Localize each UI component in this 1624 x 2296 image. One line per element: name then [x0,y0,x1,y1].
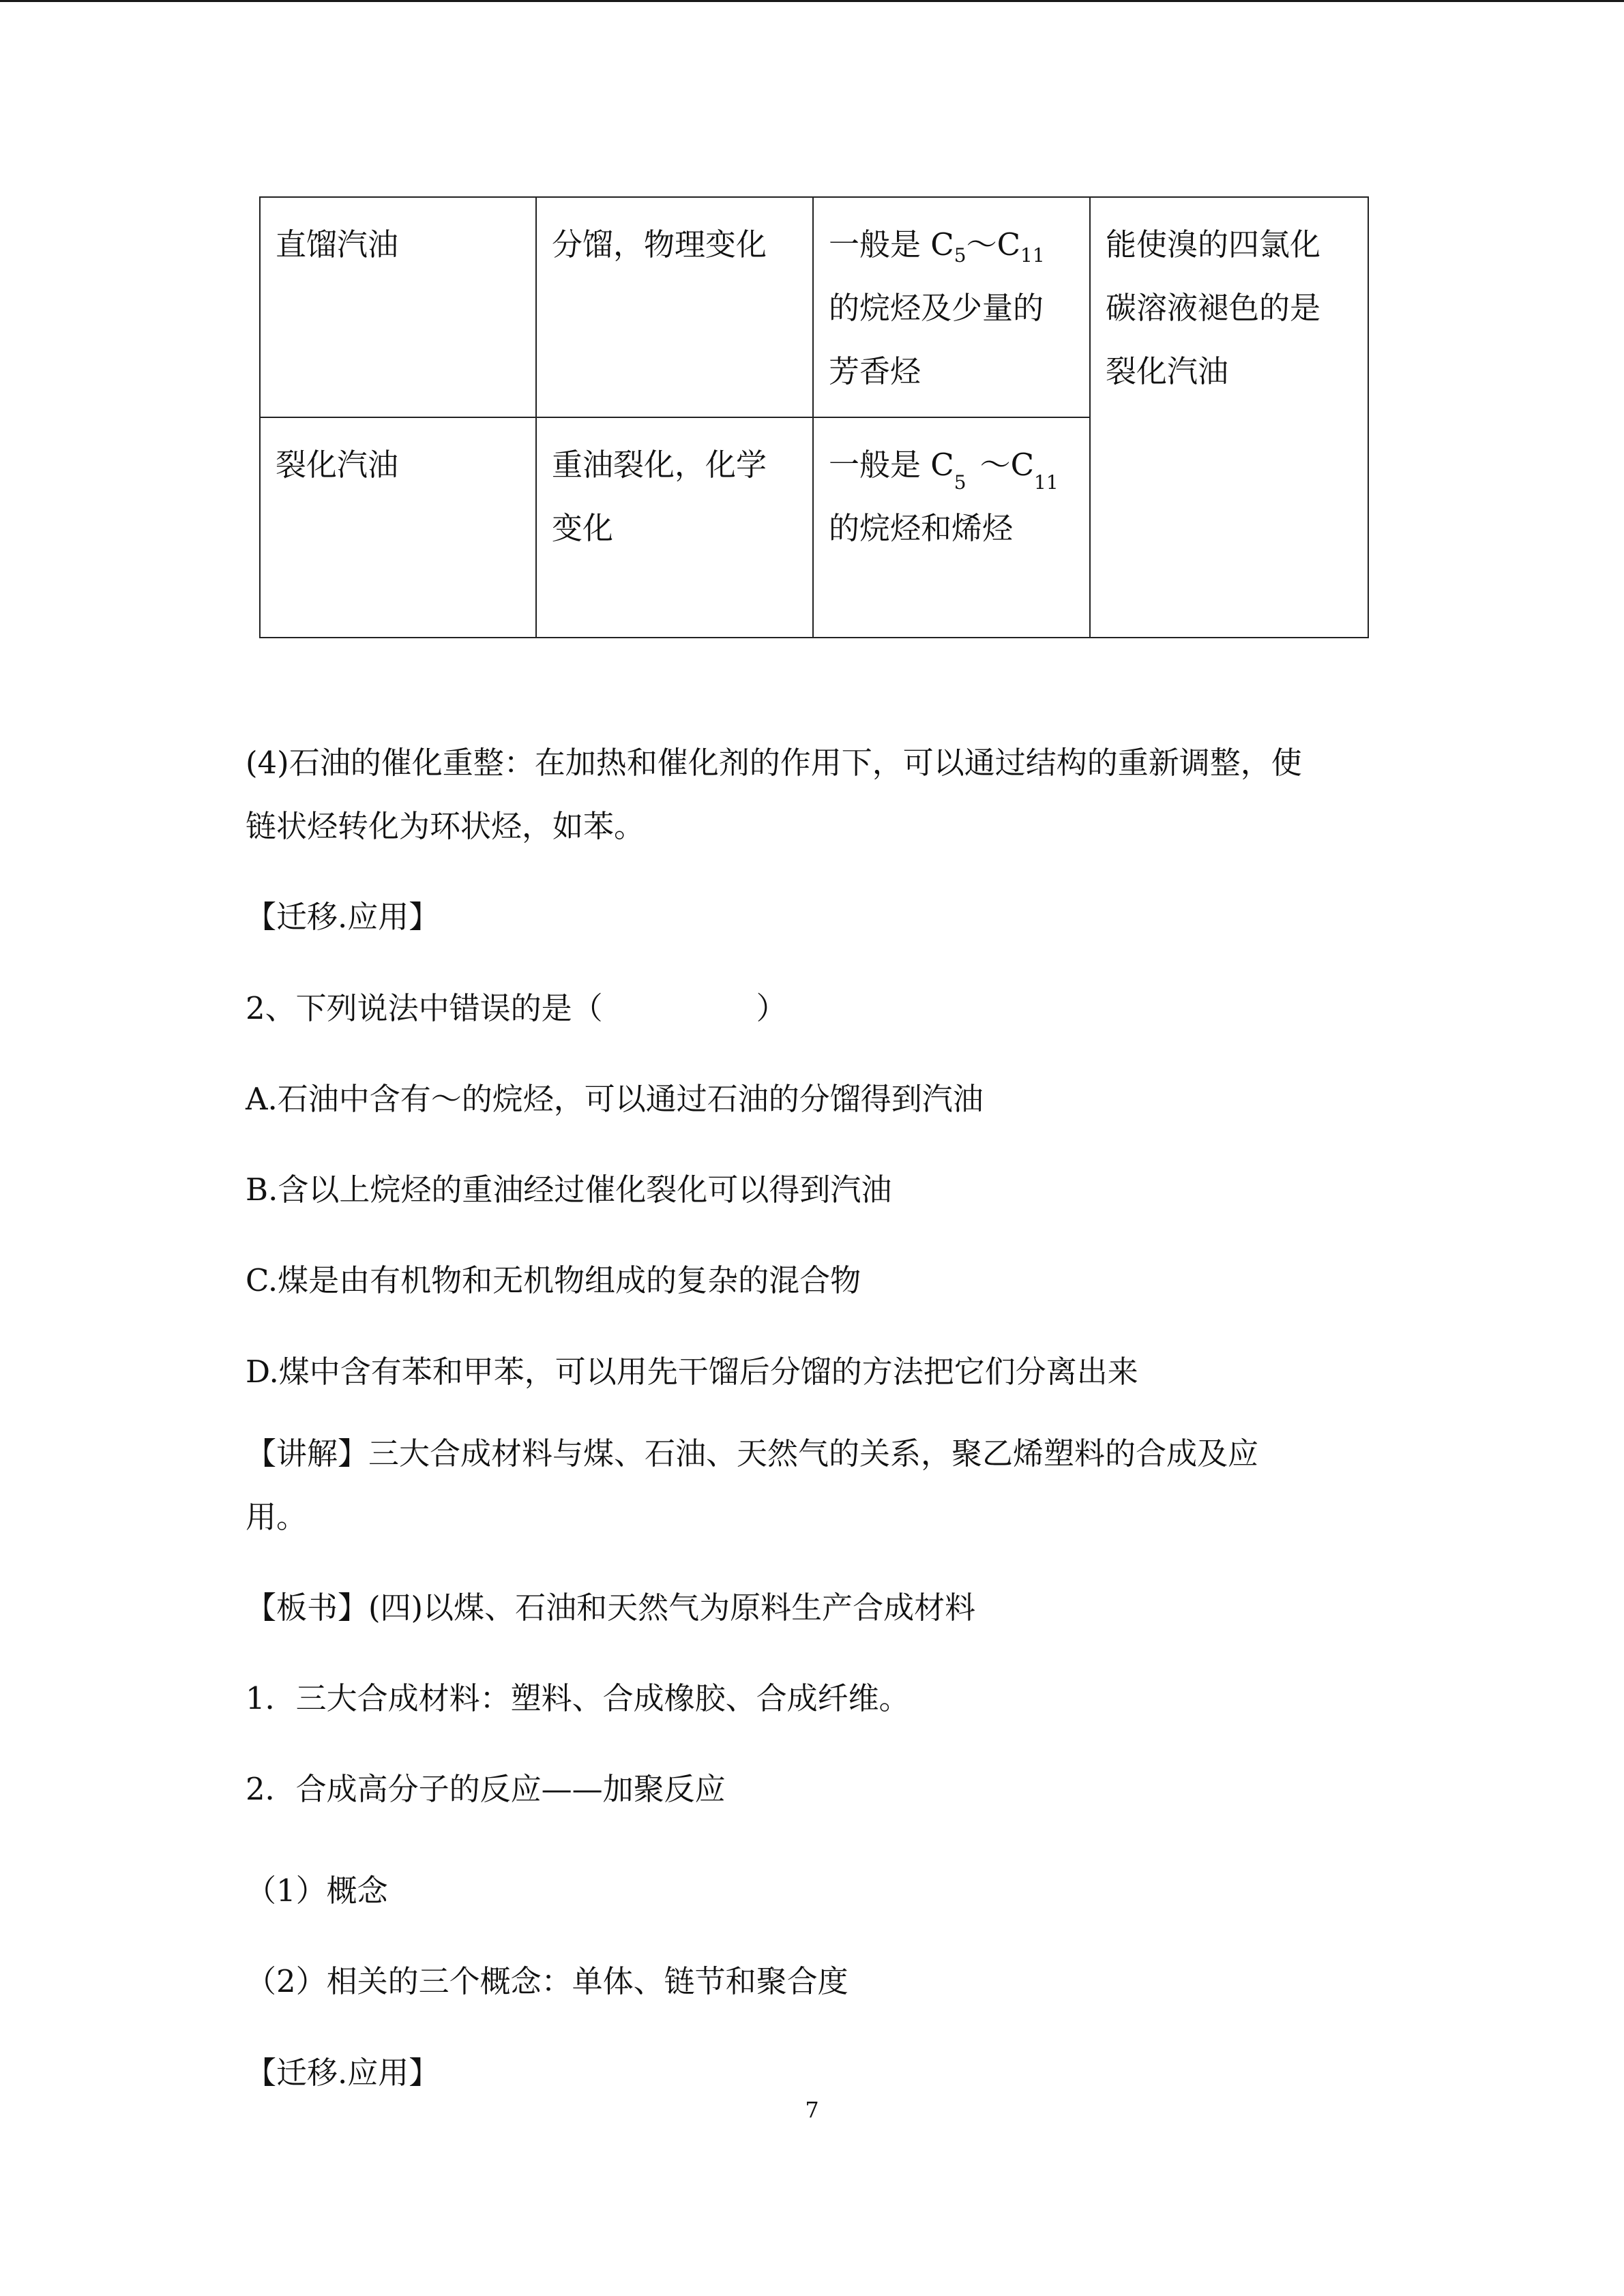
option-a: A.石油中含有～的烷烃，可以通过石油的分馏得到汽油 [246,1081,984,1117]
page-number: 7 [805,2097,819,2123]
cell-name: 直馏汽油 [260,197,536,417]
cell-composition: 一般是 $C_5$ $\sim C_{11}$ 的烷烃和烯烃 [813,417,1090,638]
section-heading-transfer-application: 【迁移.应用】 [246,899,440,935]
composition-formula: 一般是 $C_5$ $\sim C_{11}$ [829,447,1059,494]
cell-name: 裂化汽油 [260,417,536,638]
option-c: C.煤是由有机物和无机物组成的复杂的混合物 [246,1262,861,1298]
top-border-line [0,0,1624,2]
option-d: D.煤中含有苯和甲苯，可以用先干馏后分馏的方法把它们分离出来 [246,1354,1138,1390]
table-row [260,197,1368,417]
composition-formula: 一般是 $C_5\sim C_{11}$ [829,226,1045,267]
question-2: 2、下列说法中错误的是（ ） [246,990,787,1026]
explanation-line2: 用。 [246,1499,308,1535]
cell-composition: 一般是 $C_5\sim C_{11}$ 的烷烃及少量的 芳香烃 [813,197,1090,417]
list-item-2-1: （1）概念 [246,1873,388,1909]
section-heading-transfer-application-2: 【迁移.应用】 [246,2055,440,2091]
explanation-line1: 【讲解】三大合成材料与煤、石油、天然气的关系，聚乙烯塑料的合成及应 [246,1435,1259,1472]
list-item-2: 2．合成高分子的反应——加聚反应 [246,1771,726,1807]
cell-note: 能使溴的四氯化 碳溶液褪色的是 裂化汽油 [1090,197,1368,638]
cell-method: 分馏，物理变化 [536,197,813,417]
option-b: B.含以上烷烃的重油经过催化裂化可以得到汽油 [246,1172,892,1208]
board-heading: 【板书】(四)以煤、石油和天然气为原料生产合成材料 [246,1590,976,1626]
gasoline-comparison-table [259,196,1369,638]
paragraph-catalytic-reforming-line2: 链状烃转化为环状烃，如苯。 [246,808,645,844]
paragraph-catalytic-reforming-line1: (4)石油的催化重整：在加热和催化剂的作用下，可以通过结构的重新调整，使 [246,745,1302,781]
cell-method: 重油裂化，化学 变化 [536,417,813,638]
list-item-2-2: （2）相关的三个概念：单体、链节和聚合度 [246,1963,848,1999]
list-item-1: 1．三大合成材料：塑料、合成橡胶、合成纤维。 [246,1680,910,1716]
